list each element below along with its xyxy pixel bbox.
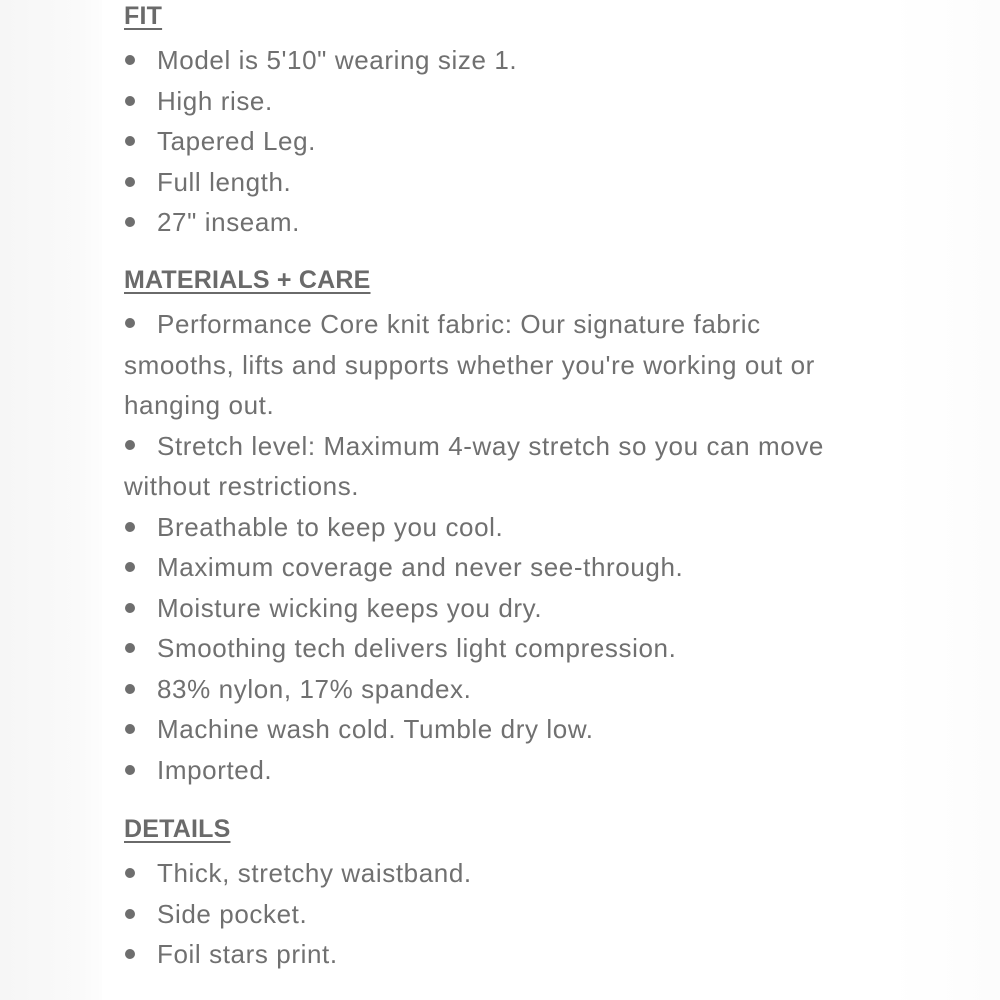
list-item-text: High rise. [157,85,273,116]
bullet-icon [125,562,135,572]
bullet-icon [125,909,135,919]
list-item-text: Moisture wicking keeps you dry. [157,592,543,623]
right-margin-background [890,0,1000,1000]
bullet-icon [125,684,135,694]
bullet-icon [125,440,135,450]
materials-care-list [124,304,864,790]
bullet-icon [125,177,135,187]
bullet-icon [125,868,135,878]
list-item [124,894,472,935]
materials-care-section [124,264,864,790]
bullet-icon [125,949,135,959]
fit-heading: FIT [124,2,163,30]
list-item-text: Smoothing tech delivers light compression. [157,633,677,663]
bullet-icon [125,603,135,613]
list-item [124,507,864,548]
bullet-icon [125,217,135,227]
list-item [124,588,864,629]
details-section [124,813,472,975]
list-item [124,750,864,791]
list-item-text: Side pocket. [157,898,308,929]
list-item-text: Maximum coverage and never see-through. [157,552,684,582]
list-item-text: Full length. [157,166,292,197]
bullet-icon [125,724,135,734]
list-item [124,162,517,203]
list-item-text: Imported. [157,754,273,785]
list-item-text: Performance Core knit fabric: Our signature fabric smooths, lifts and supports whether you're working out or hanging out. [124,309,815,420]
bullet-icon [125,765,135,775]
bullet-icon [125,522,135,532]
list-item [124,202,517,243]
list-item [124,934,472,975]
bullet-icon [125,643,135,653]
bullet-icon [125,136,135,146]
bullet-icon [125,55,135,65]
fit-list [124,40,517,243]
details-list [124,853,472,975]
list-item-text: Thick, stretchy waistband. [157,858,472,888]
bullet-icon [125,96,135,106]
list-item-text: Model is 5'10" wearing size 1. [157,45,518,75]
fit-section [124,0,517,243]
list-item [124,709,864,750]
list-item [124,40,517,81]
left-margin-background [0,0,102,1000]
list-item [124,304,864,426]
list-item [124,121,517,162]
list-item [124,426,864,507]
list-item [124,669,864,710]
list-item-text: Stretch level: Maximum 4-way stretch so you can move without restrictions. [124,430,824,501]
list-item [124,628,864,669]
list-item-text: 27" inseam. [157,207,301,237]
list-item [124,547,864,588]
bullet-icon [125,318,135,328]
list-item [124,81,517,122]
list-item [124,853,472,894]
list-item-text: Machine wash cold. Tumble dry low. [157,714,594,744]
list-item-text: Breathable to keep you cool. [157,511,504,542]
materials-care-heading: MATERIALS + CARE [124,266,371,294]
details-heading: DETAILS [124,815,231,843]
list-item-text: 83% nylon, 17% spandex. [157,673,472,704]
list-item-text: Foil stars print. [157,939,338,969]
list-item-text: Tapered Leg. [157,126,316,156]
